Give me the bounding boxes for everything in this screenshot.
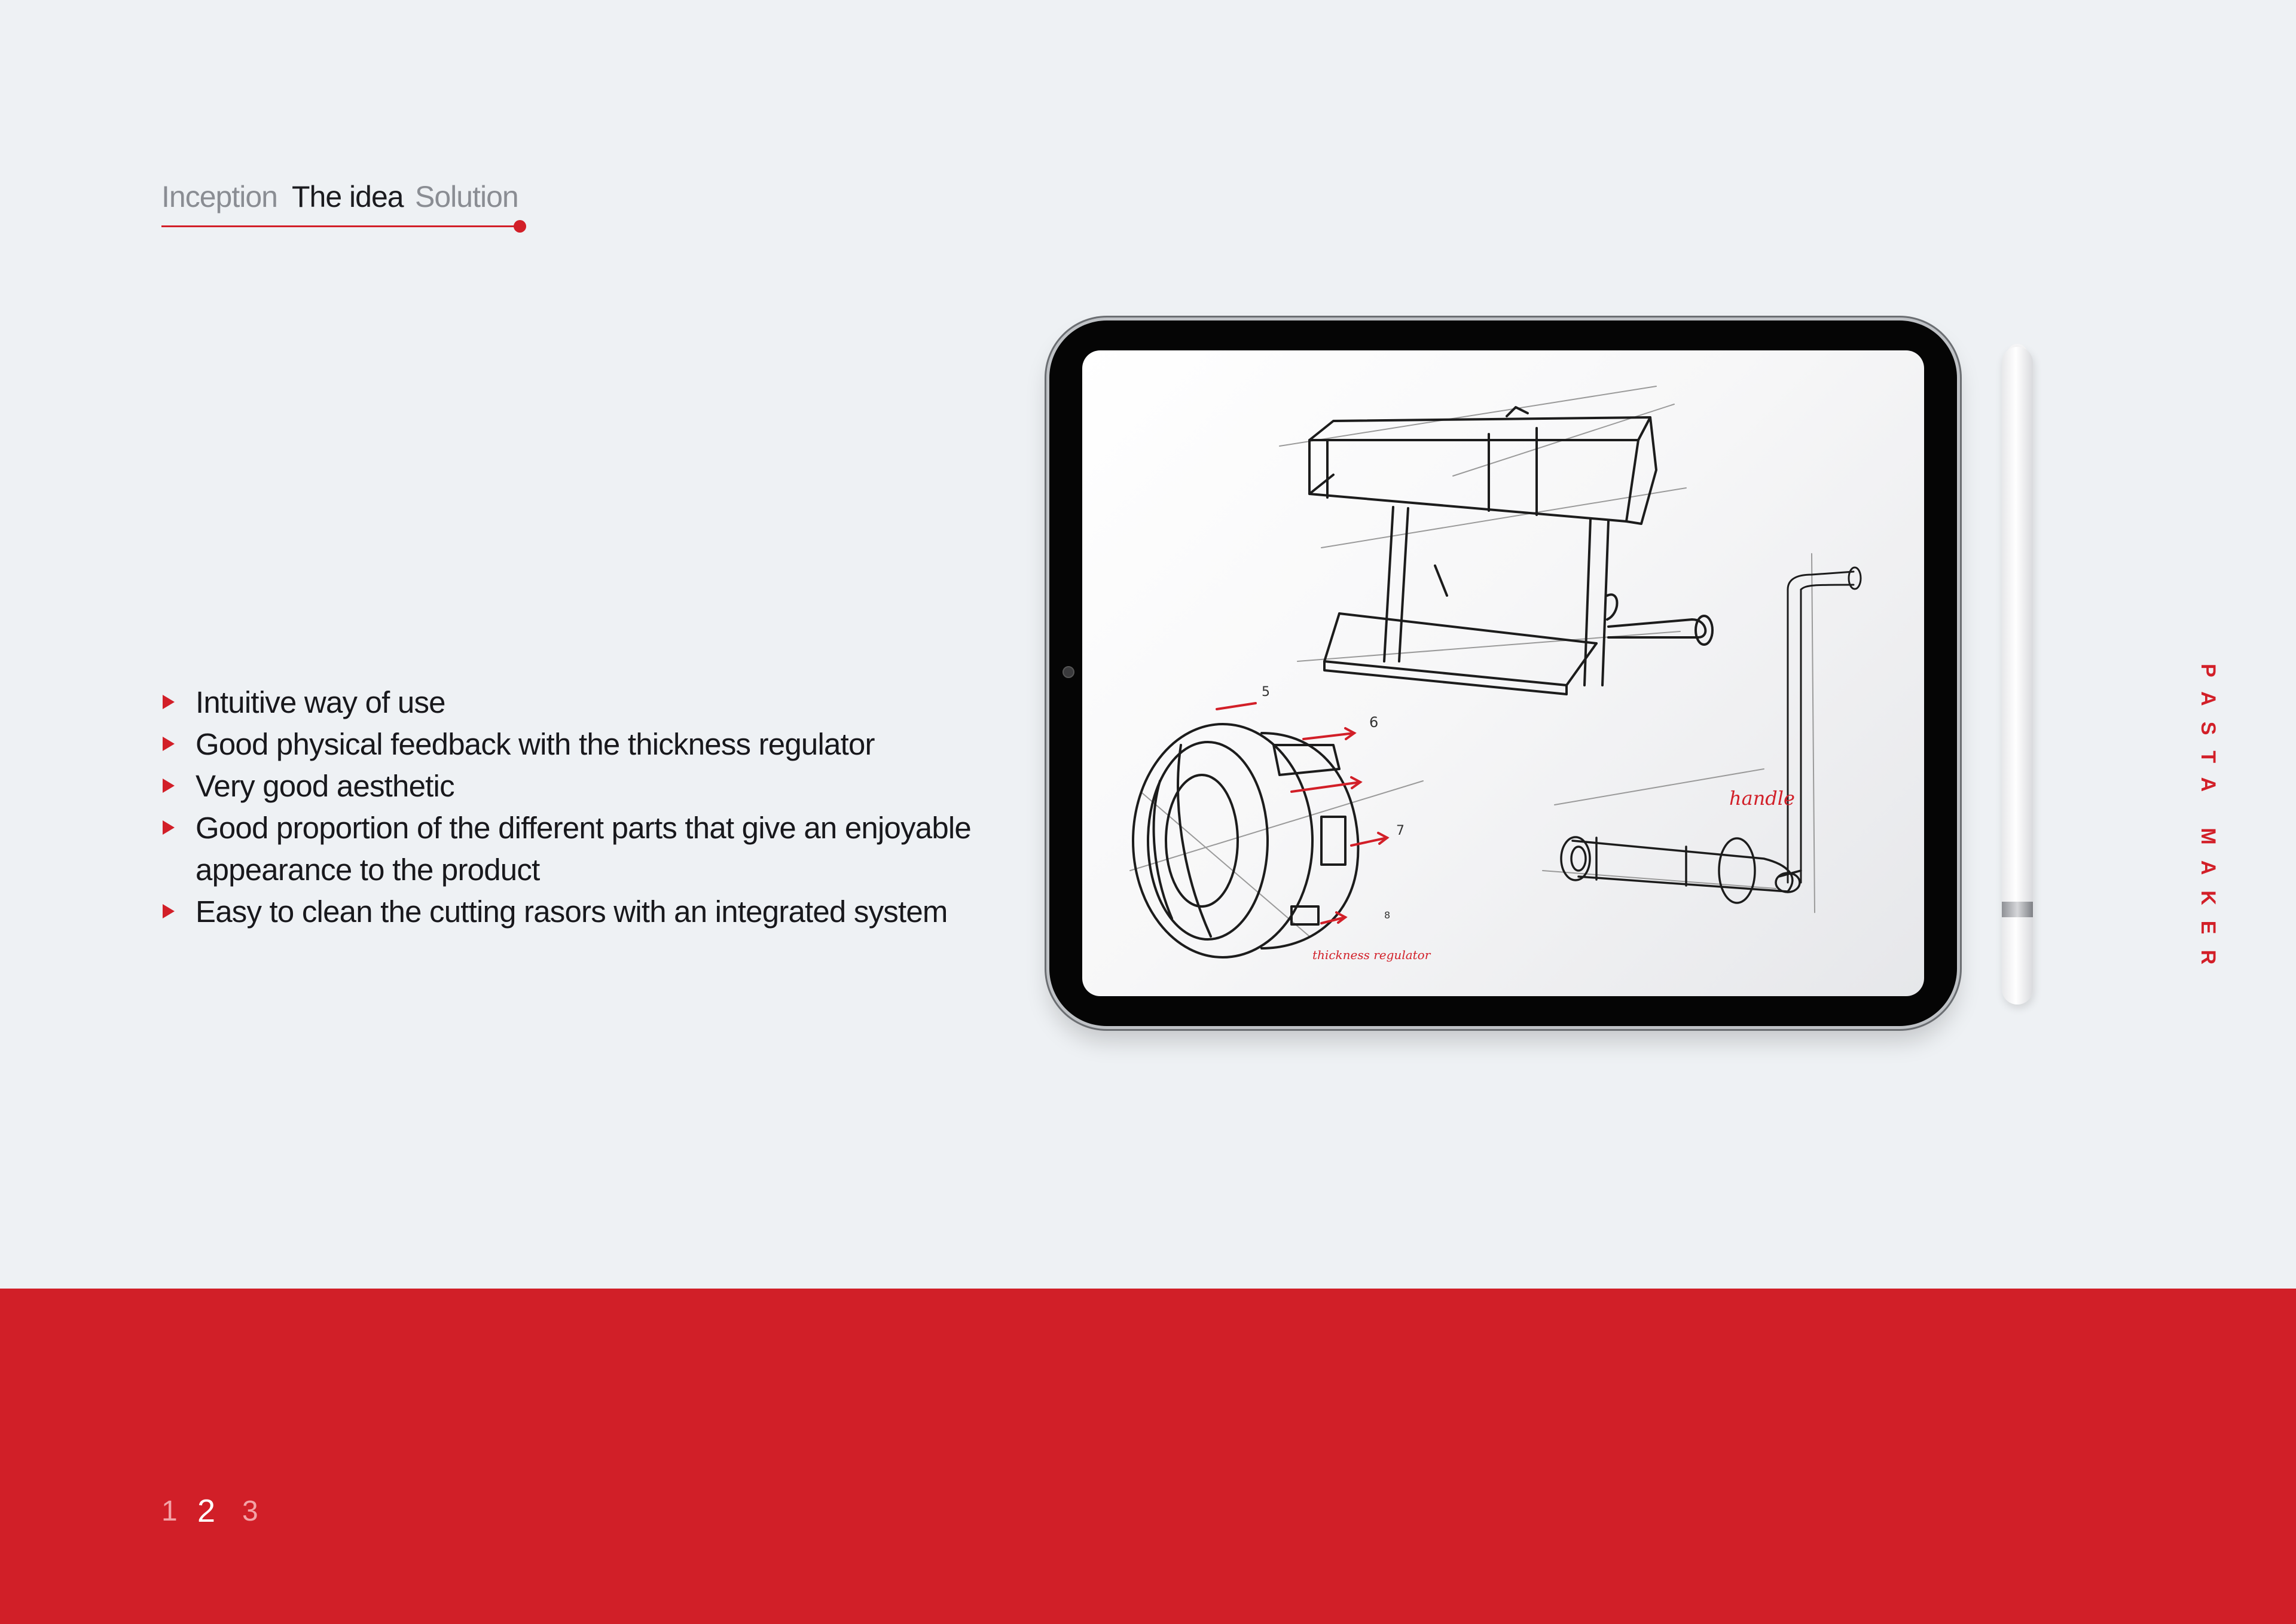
list-item-text: Good proportion of the different parts that give an enjoyable appearance to the product [196, 811, 971, 887]
annotation-thickness-regulator: thickness regulator [1312, 948, 1431, 962]
page-number-1[interactable]: 1 [161, 1495, 178, 1527]
footer-band [0, 1289, 2296, 1624]
list-item-text: Very good aesthetic [196, 769, 454, 803]
list-item [161, 682, 999, 724]
list-item-text: Good physical feedback with the thickness regulator [196, 727, 875, 761]
nav-item-the-idea[interactable]: The idea [292, 180, 404, 213]
list-item [161, 765, 999, 807]
nav-indicator-dot [514, 220, 526, 233]
tablet-camera [1062, 666, 1074, 678]
nav-item-inception[interactable]: Inception [161, 180, 277, 213]
nav-item-solution[interactable]: Solution [415, 180, 518, 213]
nav-underline [161, 225, 520, 227]
page-number-2[interactable]: 2 [197, 1493, 216, 1529]
annotation-digit-5: 5 [1262, 685, 1270, 700]
list-item-text: Intuitive way of use [196, 685, 445, 719]
tablet-device [1049, 320, 1957, 1026]
annotation-digit-8: 8 [1384, 909, 1391, 921]
annotation-digit-7: 7 [1396, 823, 1405, 838]
triangle-bullet-icon [163, 695, 175, 709]
triangle-bullet-icon [163, 779, 175, 793]
annotation-handle: handle [1729, 787, 1795, 810]
list-item [161, 891, 999, 933]
feature-list [161, 682, 999, 933]
page-number-3[interactable]: 3 [242, 1495, 258, 1527]
section-nav [161, 179, 527, 233]
product-side-label: PASTA MAKER [2197, 664, 2219, 981]
triangle-bullet-icon [163, 820, 175, 835]
list-item [161, 724, 999, 765]
pasta-maker-sketch [1082, 350, 1924, 996]
stylus-band [2002, 902, 2033, 917]
tablet-screen [1082, 350, 1924, 996]
triangle-bullet-icon [163, 737, 175, 751]
list-item [161, 807, 985, 891]
annotation-digit-6: 6 [1369, 714, 1379, 731]
triangle-bullet-icon [163, 904, 175, 918]
list-item-text: Easy to clean the cutting rasors with an integrated system [196, 895, 948, 929]
